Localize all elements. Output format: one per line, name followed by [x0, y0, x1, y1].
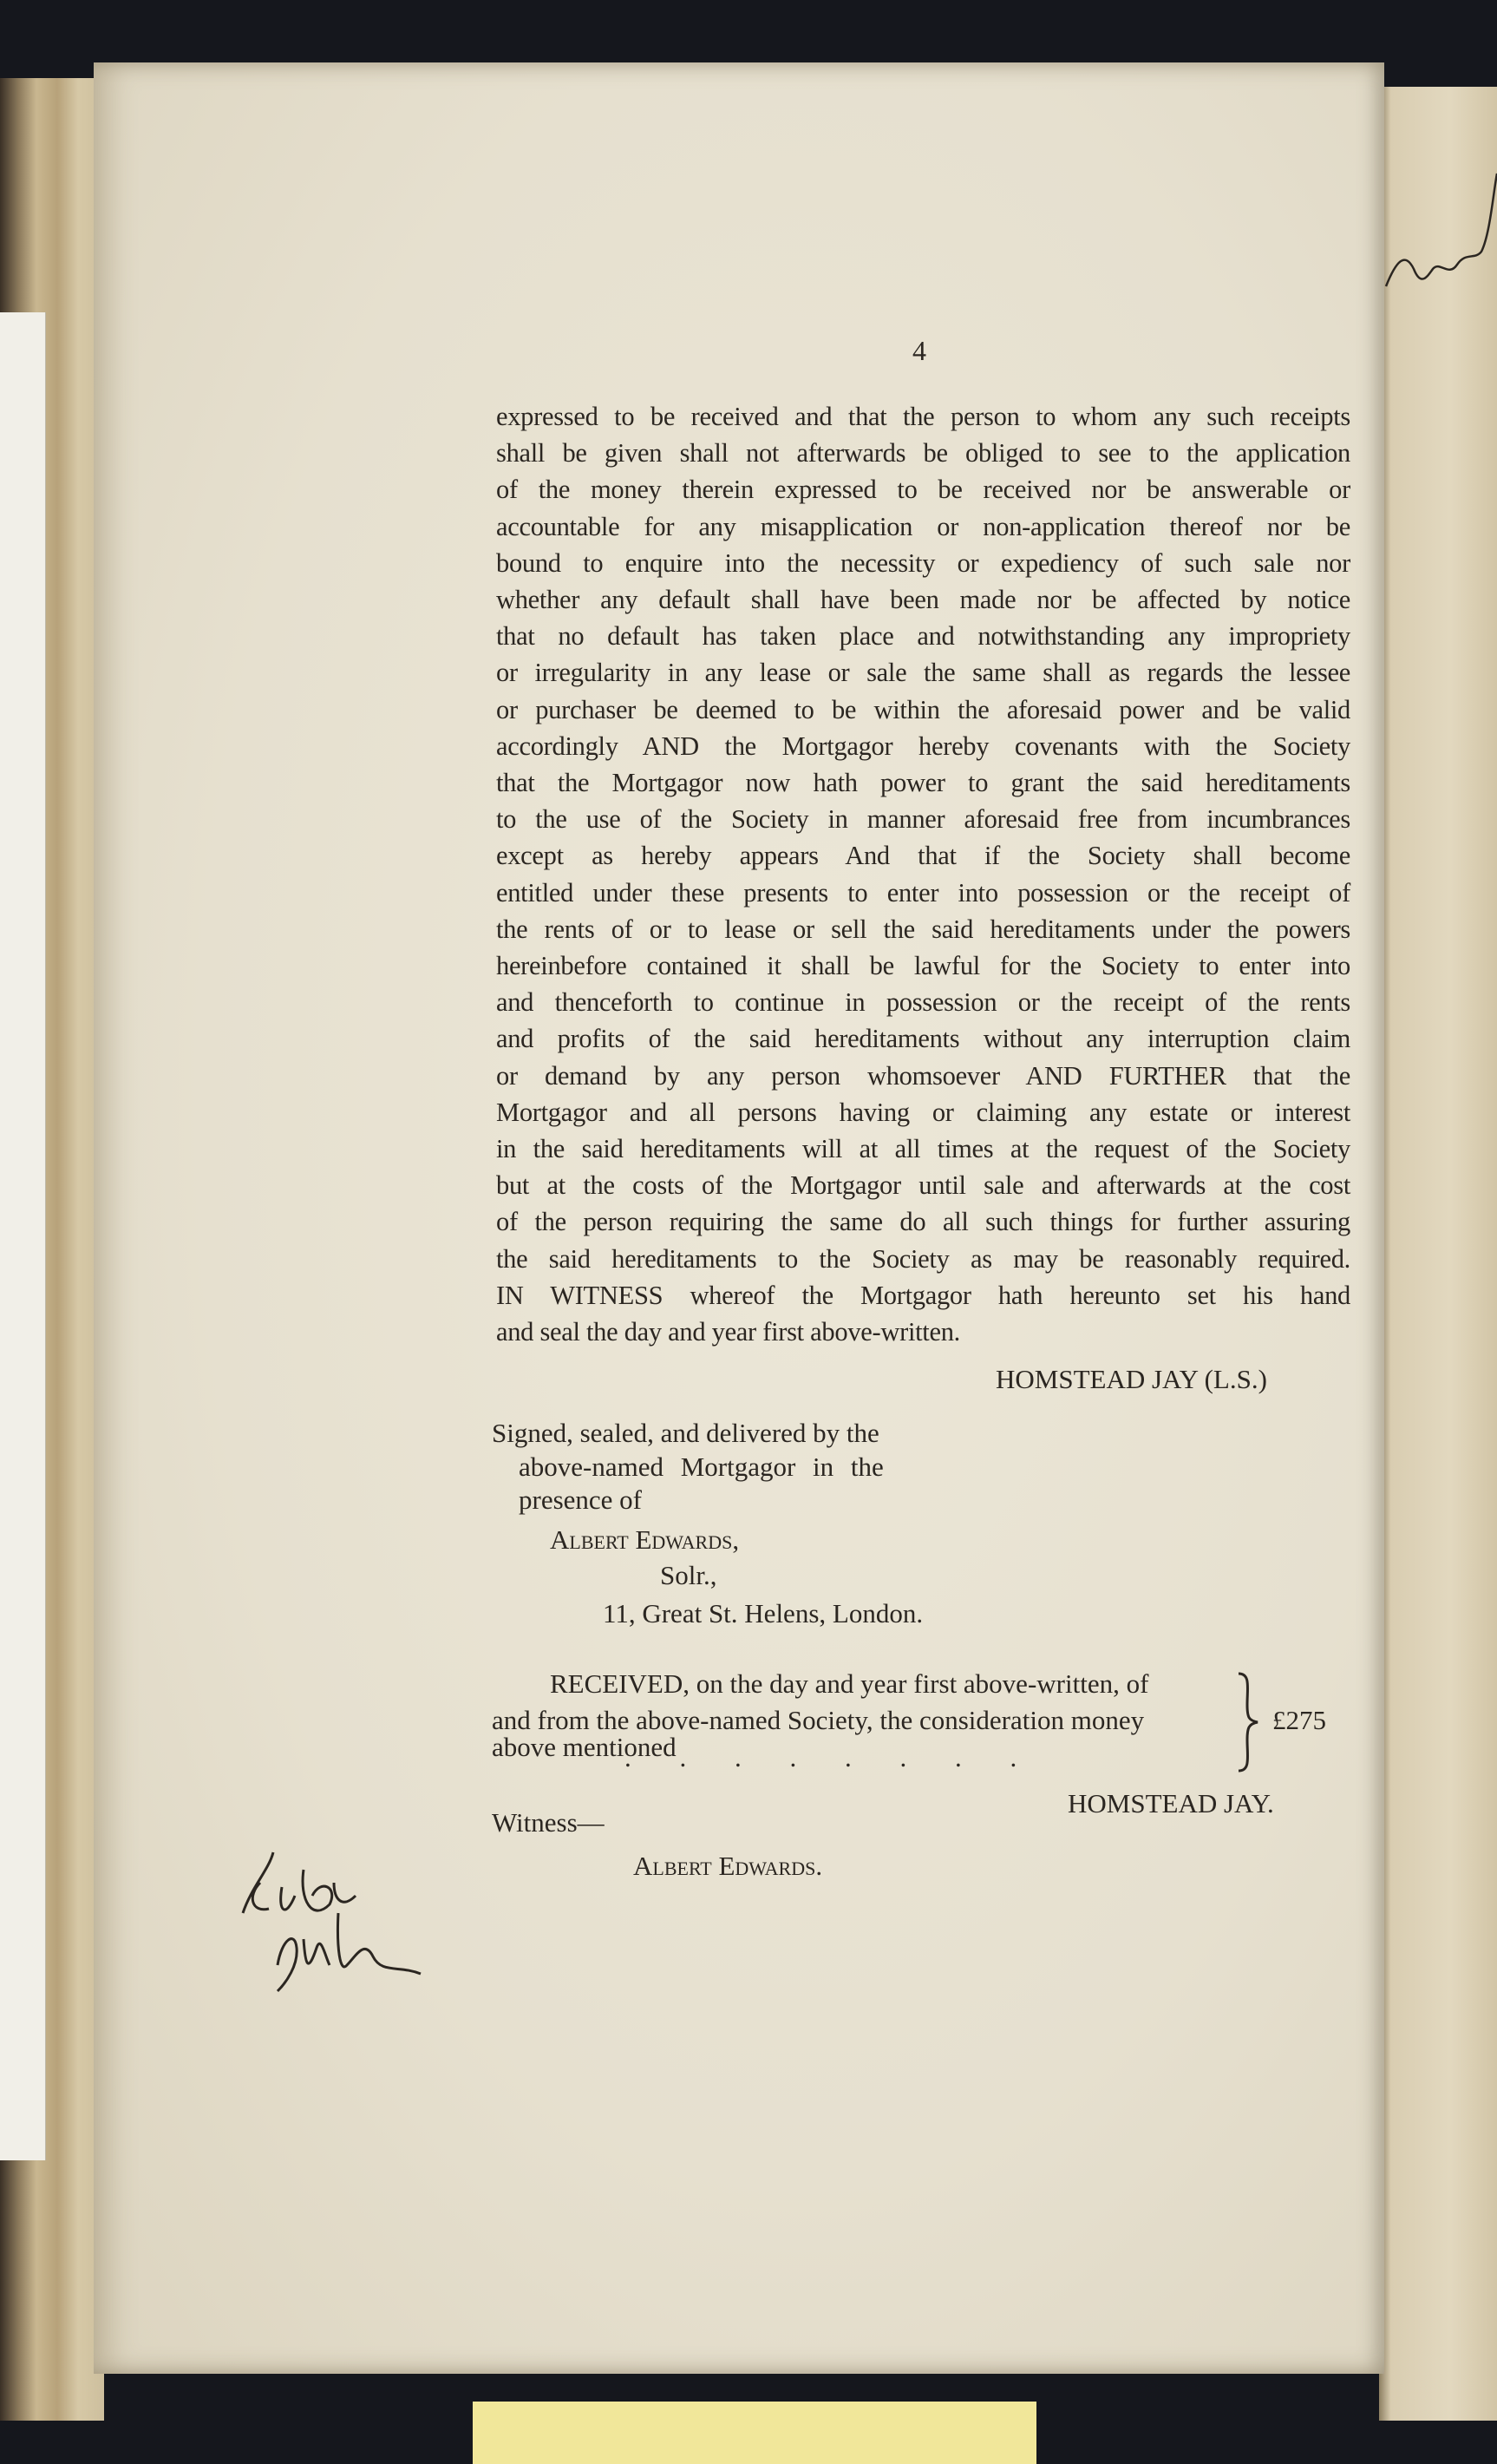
- curly-brace: [1235, 1670, 1261, 1774]
- body-line: that no default has taken place and notwithstanding any impropriety: [496, 621, 1350, 652]
- handwritten-initials: [234, 1835, 434, 2017]
- receipt-signature: HOMSTEAD JAY.: [1068, 1788, 1274, 1819]
- signature-ls: HOMSTEAD JAY (L.S.): [996, 1364, 1267, 1394]
- receipt-line-1: RECEIVED, on the day and year first above-written, of: [550, 1668, 1149, 1699]
- body-line: and seal the day and year first above-written.: [496, 1317, 960, 1347]
- body-line: but at the costs of the Mortgagor until sale and afterwards at the cost: [496, 1170, 1350, 1201]
- receipt-line-3: above mentioned: [492, 1732, 677, 1762]
- body-line: expressed to be received and that the person to whom any such receipts: [496, 402, 1350, 431]
- body-line: or demand by any person whomsoever AND FURTHER that the: [496, 1060, 1350, 1091]
- body-line: bound to enquire into the necessity or expediency of such sale nor: [496, 547, 1350, 578]
- body-line: accountable for any misapplication or non-application thereof nor be: [496, 511, 1350, 541]
- body-line: entitled under these presents to enter into possession or the receipt of: [496, 877, 1350, 908]
- body-line: in the said hereditaments will at all times at the request of the Society: [496, 1134, 1350, 1163]
- receipt-leader-dots: . . . . . . . .: [624, 1742, 1038, 1773]
- receipt-amount: £275: [1272, 1705, 1326, 1735]
- body-line: of the money therein expressed to be received nor be answerable or: [496, 475, 1350, 505]
- body-line: the rents of or to lease or sell the said hereditaments under the powers: [496, 914, 1350, 944]
- body-line: IN WITNESS whereof the Mortgagor hath hereunto set his hand: [496, 1280, 1350, 1310]
- receipt-line-2: and from the above-named Society, the consideration money: [492, 1705, 1145, 1735]
- facing-page-edge: [1379, 87, 1497, 2421]
- attestation-line-3: presence of: [519, 1484, 642, 1515]
- attestation-witness-name: Albert Edwards,: [550, 1524, 740, 1555]
- page-number: 4: [912, 335, 926, 366]
- attestation-witness-title: Solr.,: [660, 1560, 717, 1590]
- handwriting-fragment: [1379, 156, 1497, 416]
- body-line: hereinbefore contained it shall be lawful for the Society to enter into: [496, 951, 1350, 980]
- body-line: to the use of the Society in manner aforesaid free from incumbrances: [496, 804, 1350, 835]
- body-line: or irregularity in any lease or sale the same shall as regards the lessee: [496, 658, 1350, 688]
- body-line: shall be given shall not afterwards be obliged to see to the application: [496, 438, 1350, 469]
- body-line: accordingly AND the Mortgagor hereby covenants with the Society: [496, 731, 1350, 761]
- body-line: or purchaser be deemed to be within the aforesaid power and be valid: [496, 694, 1350, 724]
- attestation-line-2: above-named Mortgagor in the: [519, 1452, 884, 1482]
- body-line: Mortgagor and all persons having or claiming any estate or interest: [496, 1097, 1350, 1127]
- body-line: except as hereby appears And that if the Society shall become: [496, 841, 1350, 871]
- body-line: the said hereditaments to the Society as may be reasonably required.: [496, 1243, 1350, 1274]
- receipt-witness-label: Witness—: [492, 1807, 605, 1838]
- inserted-sheet: [0, 312, 46, 2160]
- receipt-witness-name: Albert Edwards.: [633, 1851, 823, 1881]
- sticky-note: [473, 2402, 1036, 2464]
- body-line: of the person requiring the same do all such things for further assuring: [496, 1207, 1350, 1237]
- body-line: and profits of the said hereditaments without any interruption claim: [496, 1024, 1350, 1054]
- body-line: whether any default shall have been made nor be affected by notice: [496, 585, 1350, 614]
- body-line: that the Mortgagor now hath power to grant the said hereditaments: [496, 768, 1350, 797]
- attestation-witness-address: 11, Great St. Helens, London.: [603, 1598, 924, 1628]
- attestation-line-1: Signed, sealed, and delivered by the: [492, 1418, 879, 1448]
- body-line: and thenceforth to continue in possession or the receipt of the rents: [496, 987, 1350, 1018]
